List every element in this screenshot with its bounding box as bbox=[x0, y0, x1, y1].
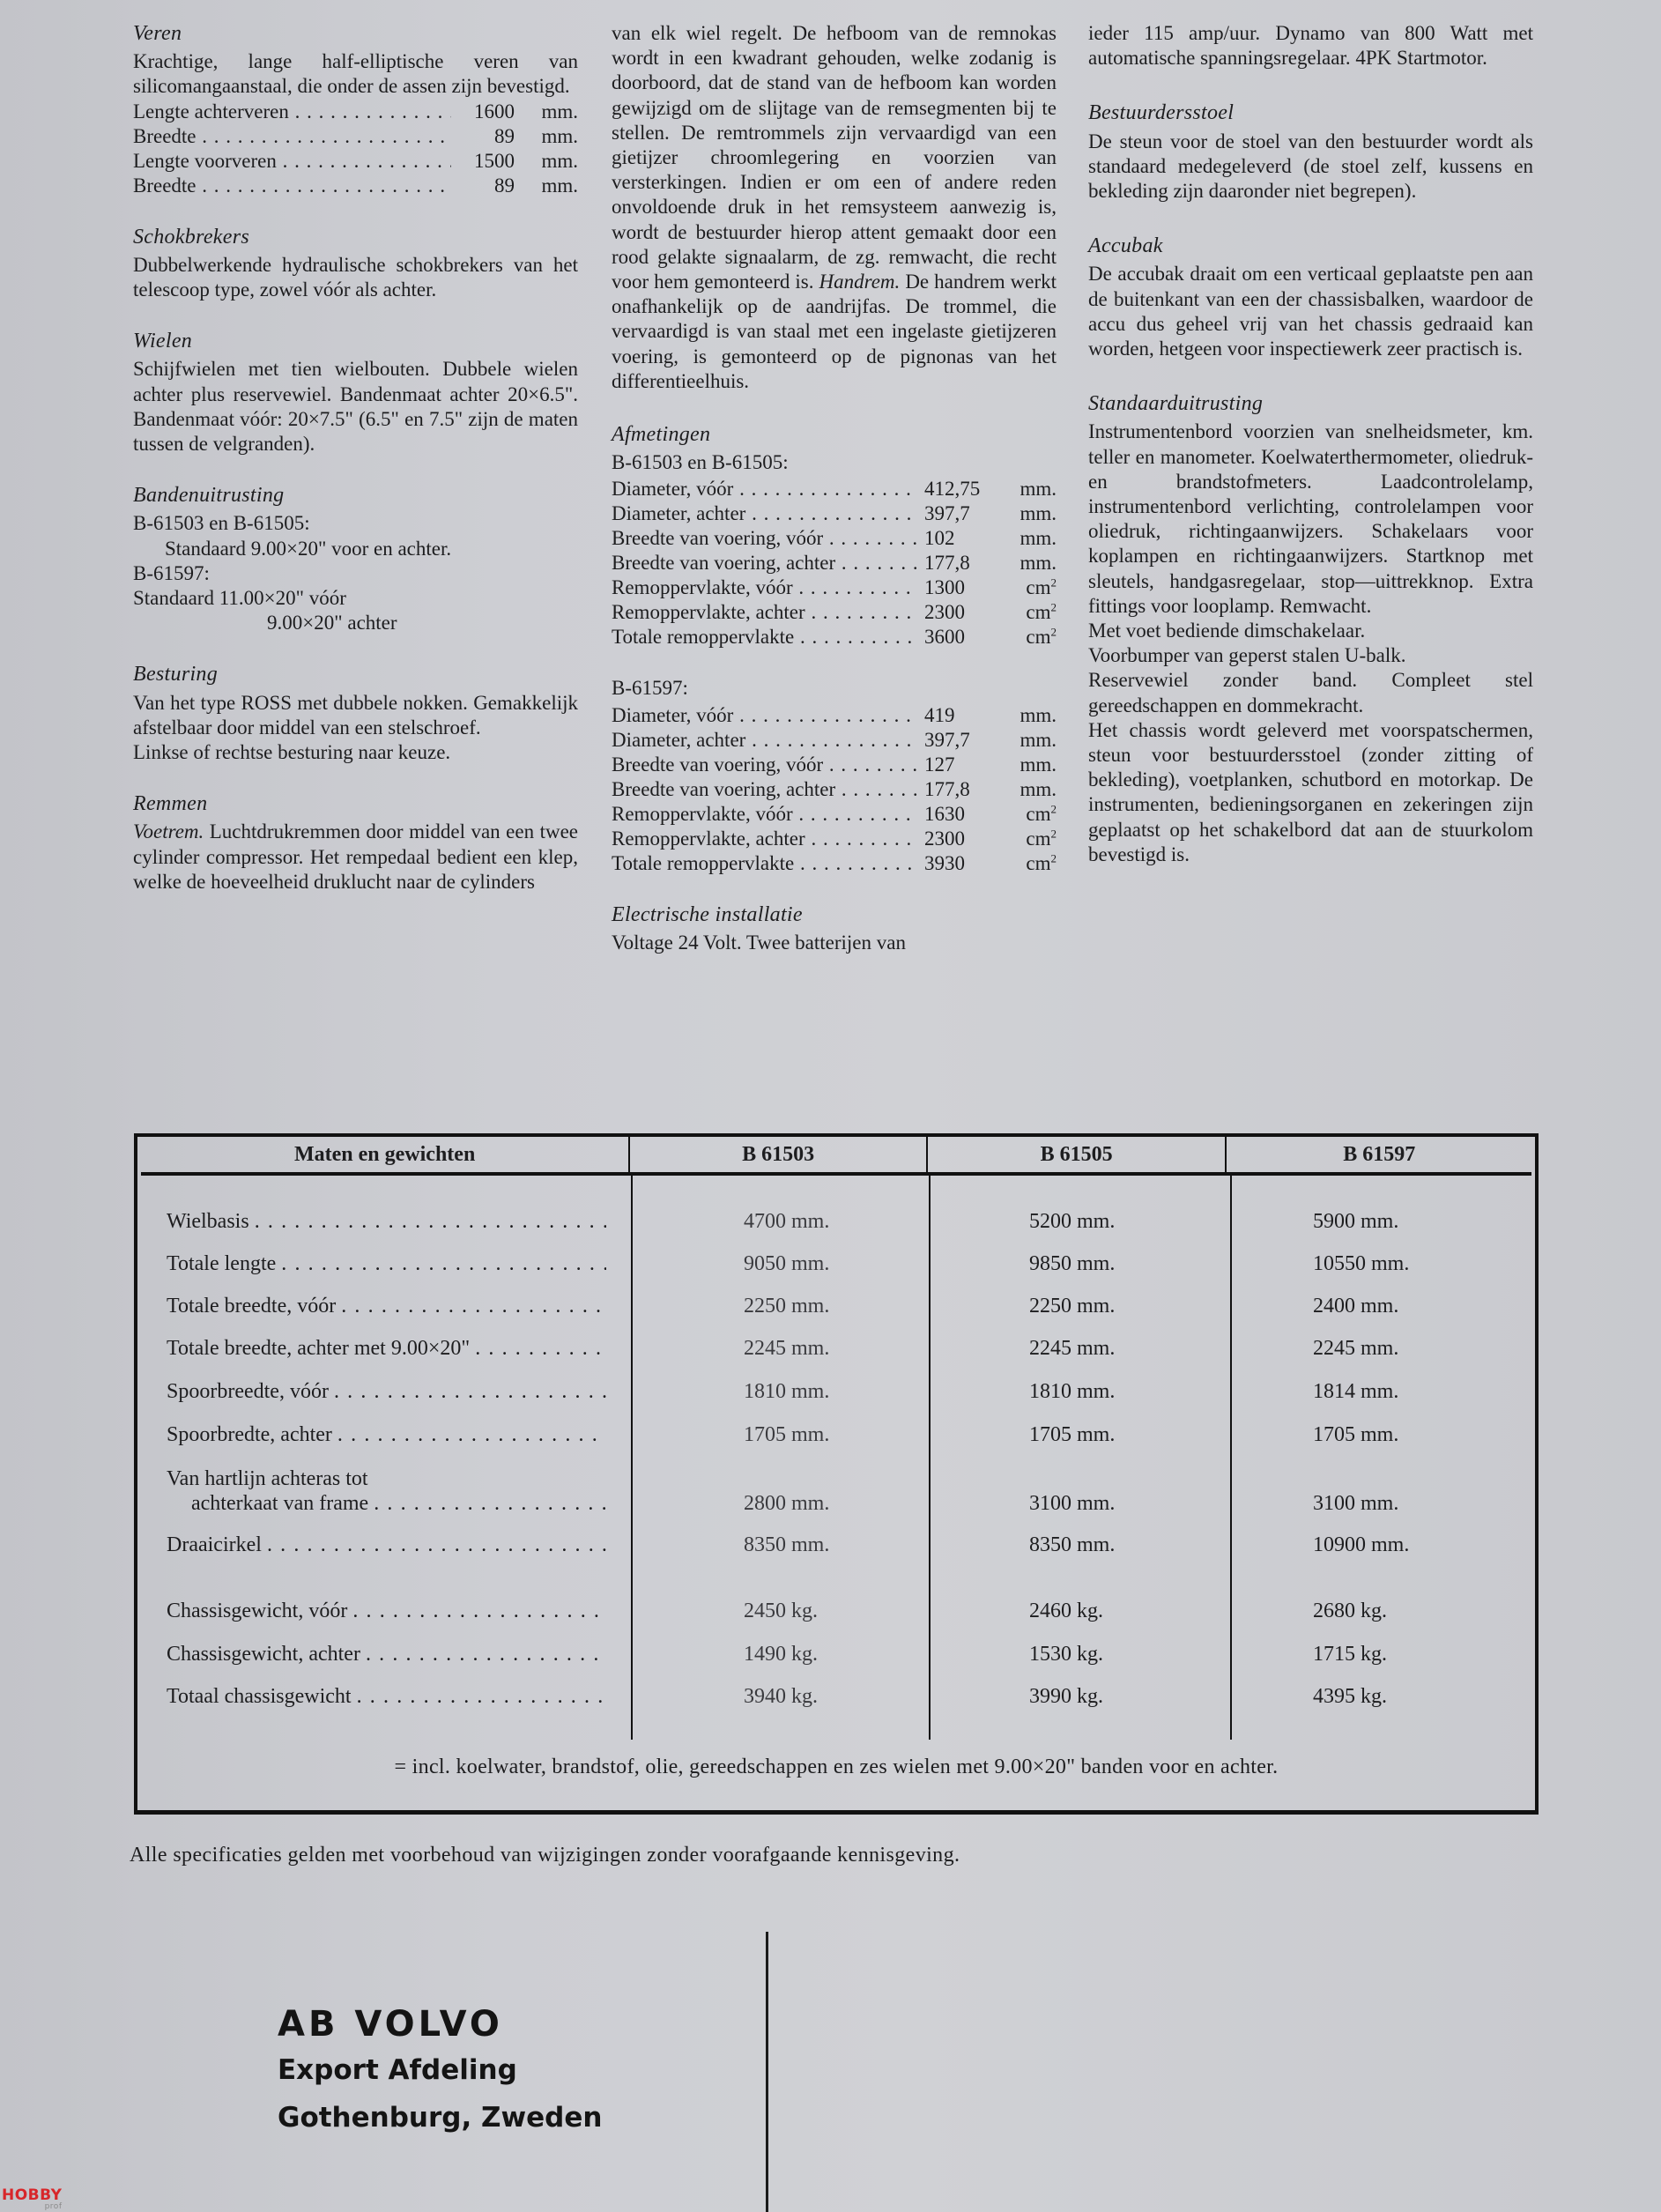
spec-row bbox=[612, 551, 1057, 575]
leader-dots bbox=[470, 1336, 606, 1361]
company-department: Export Afdeling bbox=[278, 2054, 517, 2086]
section-veren bbox=[133, 21, 578, 198]
company-block bbox=[278, 2002, 602, 2141]
section-standaarduitrusting bbox=[1088, 391, 1533, 867]
spec-unit bbox=[1005, 851, 1057, 876]
spec-unit bbox=[1005, 575, 1057, 600]
spec-label: Breedte . . . bbox=[133, 174, 451, 198]
leader-dots bbox=[347, 1599, 606, 1623]
spec-unit bbox=[1005, 827, 1057, 851]
section-bestuurdersstoel bbox=[1088, 100, 1533, 204]
spec-row bbox=[612, 728, 1057, 753]
spec-label: Remoppervlakte, achter . . . bbox=[612, 600, 917, 625]
spec-unit: mm. bbox=[1020, 753, 1057, 776]
cell-b61503: 2250 mm. bbox=[744, 1295, 830, 1318]
spec-unit: mm. bbox=[541, 174, 578, 197]
table-header-cell: Maten en gewichten bbox=[141, 1137, 630, 1172]
table-row bbox=[137, 1209, 1535, 1234]
row-label bbox=[137, 1642, 631, 1666]
cell-b61505: 2245 mm. bbox=[1029, 1337, 1116, 1360]
company-city: Gothenburg, Zweden bbox=[278, 2102, 603, 2134]
spec-value: 89 bbox=[494, 124, 515, 147]
section-electrische-installatie bbox=[612, 902, 1057, 955]
row-label-text: Van hartlijn achteras tot bbox=[167, 1467, 368, 1490]
cell-b61503: 1705 mm. bbox=[744, 1423, 830, 1446]
section-heading: Remmen bbox=[133, 792, 208, 816]
cell-b61597: 4395 kg. bbox=[1313, 1685, 1387, 1708]
table-header bbox=[141, 1137, 1531, 1176]
section-remmen-continued bbox=[612, 21, 1057, 394]
spec-unit bbox=[1005, 802, 1057, 827]
section-text: Schijfwielen met tien wielbouten. Dubbele wielen achter plus reservewiel. Bandenmaat achter 20×6.5". Bandenmaat vóór: 20×7.5" (6.5" en 7.5" zijn de maten tussen de velgranden). bbox=[133, 358, 578, 456]
cell-b61503: 9050 mm. bbox=[744, 1252, 830, 1275]
row-label-text: Totale breedte, vóór bbox=[167, 1295, 337, 1318]
spec-unit bbox=[1005, 625, 1057, 649]
voetrem-label: Voetrem. bbox=[133, 820, 204, 843]
section-heading: Wielen bbox=[133, 330, 193, 353]
row-label bbox=[137, 1379, 631, 1404]
cell-b61597: 1814 mm. bbox=[1313, 1380, 1399, 1403]
spec-label: Lengte voorveren . . . bbox=[133, 149, 451, 174]
section-text: Met voet bediende dimschakelaar. bbox=[1088, 620, 1366, 642]
leader-dots bbox=[276, 1251, 606, 1276]
superscript: 2 bbox=[1050, 802, 1057, 815]
section-text bbox=[133, 820, 578, 894]
model-line: B-61597: bbox=[133, 561, 210, 584]
spec-group-1 bbox=[612, 477, 1057, 649]
column-3 bbox=[1088, 21, 1533, 867]
superscript: 2 bbox=[1050, 625, 1057, 639]
section-besturing bbox=[133, 662, 578, 765]
section-text: Voorbumper van geperst stalen U-balk. bbox=[1088, 644, 1406, 667]
section-heading: Electrische installatie bbox=[612, 902, 803, 926]
cell-b61505: 1810 mm. bbox=[1029, 1380, 1116, 1403]
spec-row bbox=[612, 703, 1057, 728]
watermark-brand: HOBBY bbox=[2, 2186, 63, 2204]
cell-b61597: 10900 mm. bbox=[1313, 1533, 1410, 1556]
spec-row bbox=[612, 827, 1057, 851]
spec-row bbox=[612, 600, 1057, 625]
unit-text: cm bbox=[1026, 626, 1051, 649]
row-label-text: Spoorbreedte, vóór bbox=[167, 1380, 329, 1403]
section-text: Reservewiel zonder band. Compleet stel gereedschappen en dommekracht. bbox=[1088, 669, 1533, 716]
spec-value: 1600 bbox=[474, 100, 515, 122]
watermark-logo bbox=[2, 2187, 62, 2211]
spec-label: Breedte van voering, achter . . . bbox=[612, 777, 917, 802]
spec-value: 177,8 bbox=[924, 552, 970, 575]
section-accubak bbox=[1088, 234, 1533, 361]
row-label bbox=[137, 1599, 631, 1623]
section-heading: Afmetingen bbox=[612, 423, 711, 447]
spec-unit: mm. bbox=[1020, 502, 1057, 525]
cell-b61597: 1715 kg. bbox=[1313, 1643, 1387, 1666]
section-heading: Veren bbox=[133, 22, 182, 45]
cell-b61503: 1810 mm. bbox=[744, 1380, 830, 1403]
section-text: Het chassis wordt geleverd met voorspatschermen, steun voor bestuurdersstoel (zonder zitting of bekleding), voetplanken, schutbord en motorkap. De instrumenten, bedieningsorganen en zekeringen zijn geplaatst op het schakelbord dat aan de stuurkolom bevestigd is. bbox=[1088, 718, 1533, 865]
table-row bbox=[137, 1642, 1535, 1666]
column-1 bbox=[133, 21, 578, 894]
spec-row bbox=[612, 802, 1057, 827]
table-row bbox=[137, 1379, 1535, 1404]
row-label-text: Totale breedte, achter met 9.00×20" bbox=[167, 1337, 471, 1360]
superscript: 2 bbox=[1050, 600, 1057, 614]
spec-label: Diameter, achter . . . bbox=[612, 501, 917, 526]
section-heading: Besturing bbox=[133, 663, 219, 687]
cell-b61505: 5200 mm. bbox=[1029, 1210, 1116, 1233]
model-group-title: B-61503 en B-61505: bbox=[612, 451, 789, 474]
leader-dots bbox=[249, 1209, 606, 1234]
cell-b61597: 3100 mm. bbox=[1313, 1492, 1399, 1515]
spec-label: Diameter, vóór . . . bbox=[612, 477, 917, 501]
cell-b61503: 2450 kg. bbox=[744, 1600, 818, 1622]
spec-label: Breedte van voering, vóór . . . bbox=[612, 526, 917, 551]
row-label bbox=[137, 1209, 631, 1234]
spec-label: Totale remoppervlakte . . . bbox=[612, 625, 917, 649]
section-text: Dubbelwerkende hydraulische schokbrekers van het telescoop type, zowel vóór als achter. bbox=[133, 253, 578, 301]
spec-unit: mm. bbox=[1020, 478, 1057, 501]
cell-b61505: 2460 kg. bbox=[1029, 1600, 1103, 1622]
section-heading: Schokbrekers bbox=[133, 225, 249, 249]
table-row bbox=[137, 1533, 1535, 1557]
handrem-label: Handrem. bbox=[819, 271, 901, 293]
cell-b61505: 2250 mm. bbox=[1029, 1295, 1116, 1318]
section-text: ieder 115 amp/uur. Dynamo van 800 Watt met automatische spanningsregelaar. 4PK Startmotor. bbox=[1088, 22, 1533, 70]
spec-label: Diameter, achter . . . bbox=[612, 728, 917, 753]
table-header-cell: B 61597 bbox=[1343, 1143, 1416, 1166]
section-text: Voltage 24 Volt. Twee batterijen van bbox=[612, 931, 906, 954]
row-label bbox=[137, 1422, 631, 1447]
spec-unit: mm. bbox=[1020, 552, 1057, 575]
spec-value: 419 bbox=[924, 703, 955, 726]
table-header-cell: B 61505 bbox=[928, 1137, 1227, 1172]
spec-row bbox=[612, 851, 1057, 876]
spec-value: 1300 bbox=[924, 576, 965, 599]
tire-line: Standaard 9.00×20" voor en achter. bbox=[165, 537, 452, 560]
spec-value: 102 bbox=[924, 527, 955, 550]
superscript: 2 bbox=[1050, 827, 1057, 840]
spec-value: 412,75 bbox=[924, 478, 981, 501]
cell-b61505: 3990 kg. bbox=[1029, 1685, 1103, 1708]
row-label-text: Chassisgewicht, achter bbox=[167, 1643, 360, 1666]
row-label-text: Totaal chassisgewicht bbox=[167, 1685, 352, 1708]
spec-label: Diameter, vóór . . . bbox=[612, 703, 917, 728]
cell-b61503: 1490 kg. bbox=[744, 1643, 818, 1666]
section-heading: Bestuurdersstoel bbox=[1088, 101, 1235, 125]
cell-b61503: 2245 mm. bbox=[744, 1337, 830, 1360]
section-heading: Standaarduitrusting bbox=[1088, 392, 1264, 416]
section-text bbox=[612, 21, 1057, 394]
row-label bbox=[137, 1684, 631, 1709]
row-label bbox=[137, 1294, 631, 1318]
cell-b61503: 8350 mm. bbox=[744, 1533, 830, 1556]
row-label bbox=[137, 1533, 631, 1557]
spec-label: Remoppervlakte, vóór . . . bbox=[612, 575, 917, 600]
section-remmen bbox=[133, 791, 578, 894]
section-schokbrekers bbox=[133, 225, 578, 303]
spec-unit: mm. bbox=[541, 124, 578, 147]
table-row bbox=[137, 1599, 1535, 1623]
model-group-title: B-61597: bbox=[612, 677, 688, 700]
spec-row bbox=[133, 124, 578, 149]
cell-b61597: 1705 mm. bbox=[1313, 1423, 1399, 1446]
cell-b61597: 2245 mm. bbox=[1313, 1337, 1399, 1360]
leader-dots bbox=[329, 1379, 606, 1404]
handrem-text: De handrem werkt onafhankelijk op de aandrijfas. De trommel, die vervaardigd is van staal met een ingelaste gietijzeren voering, is gemonteerd op de pignonas van het differentieelhuis. bbox=[612, 271, 1057, 392]
cell-b61503: 3940 kg. bbox=[744, 1685, 818, 1708]
cell-b61505: 1705 mm. bbox=[1029, 1423, 1116, 1446]
disclaimer-text: Alle specificaties gelden met voorbehoud van wijzigingen zonder voorafgaande kennisgeving. bbox=[130, 1844, 960, 1867]
row-label-text: Totale lengte bbox=[167, 1252, 277, 1275]
table-footnote: = incl. koelwater, brandstof, olie, gereedschappen en zes wielen met 9.00×20" banden voor en achter. bbox=[394, 1755, 1279, 1778]
model-line: B-61503 en B-61505: bbox=[133, 512, 310, 535]
section-text: Instrumentenbord voorzien van snelheidsmeter, km. teller en manometer. Koelwaterthermometer, oliedruk- en brandstofmeters. Laadcontrolelamp, instrumentenbord verlichting, controlelampen voor oliedruk, richtingaanwijzers. Schakelaars voor koplampen en richtingaanwijzers. Startknop met sleutels, handgasregelaar, stop—uittrekknop. Extra fittings voor looplamp. Remwacht. bbox=[1088, 420, 1533, 617]
section-electrische-continued bbox=[1088, 21, 1533, 71]
leader-dots bbox=[262, 1533, 606, 1557]
superscript: 2 bbox=[1050, 575, 1057, 590]
leader-dots bbox=[360, 1642, 606, 1666]
spec-value: 89 bbox=[494, 174, 515, 197]
table-row bbox=[137, 1684, 1535, 1709]
unit-text: cm bbox=[1026, 827, 1051, 850]
section-wielen bbox=[133, 329, 578, 457]
company-name: AB VOLVO bbox=[278, 2004, 503, 2045]
unit-text: cm bbox=[1026, 576, 1051, 599]
spec-value: 1630 bbox=[924, 802, 965, 825]
spec-row bbox=[612, 526, 1057, 551]
spec-label: Breedte van voering, vóór . . . bbox=[612, 753, 917, 777]
spec-row bbox=[612, 501, 1057, 526]
vertical-divider bbox=[766, 1932, 768, 2212]
spec-value: 2300 bbox=[924, 601, 965, 624]
cell-b61505: 1530 kg. bbox=[1029, 1643, 1103, 1666]
table-row bbox=[137, 1336, 1535, 1361]
row-label-text: Chassisgewicht, vóór bbox=[167, 1600, 348, 1622]
spec-value: 397,7 bbox=[924, 502, 970, 525]
table-row bbox=[137, 1251, 1535, 1276]
spec-row bbox=[612, 753, 1057, 777]
spec-row bbox=[612, 575, 1057, 600]
section-afmetingen bbox=[612, 422, 1057, 876]
watermark-sub: prof bbox=[44, 2202, 63, 2211]
spec-group-2 bbox=[612, 703, 1057, 876]
spec-label: Lengte achterveren . . . bbox=[133, 100, 451, 124]
section-text: Van het type ROSS met dubbele nokken. Gemakkelijk afstelbaar door middel van een stelschroef. bbox=[133, 691, 578, 739]
section-text: De steun voor de stoel van den bestuurder wordt als standaard medegeleverd (de stoel zelf, kussens en bekleding zijn daaronder niet begrepen). bbox=[1088, 130, 1533, 203]
dimensions-weights-table bbox=[134, 1133, 1539, 1815]
row-label-text: Draaicirkel bbox=[167, 1533, 262, 1556]
spec-label: Totale remoppervlakte . . . bbox=[612, 851, 917, 876]
row-label bbox=[137, 1251, 631, 1276]
leader-dots bbox=[352, 1684, 606, 1709]
row-label-text: achterkaat van frame bbox=[191, 1492, 369, 1515]
spec-label: Remoppervlakte, achter . . . bbox=[612, 827, 917, 851]
spec-value: 397,7 bbox=[924, 728, 970, 751]
spec-row bbox=[612, 625, 1057, 649]
cell-b61597: 10550 mm. bbox=[1313, 1252, 1410, 1275]
section-heading: Accubak bbox=[1088, 234, 1163, 258]
spec-label: Breedte van voering, achter . . . bbox=[612, 551, 917, 575]
spec-value: 3930 bbox=[924, 851, 965, 874]
unit-text: cm bbox=[1026, 802, 1051, 825]
unit-text: cm bbox=[1026, 851, 1051, 874]
spec-unit: mm. bbox=[541, 149, 578, 172]
cell-b61505: 9850 mm. bbox=[1029, 1252, 1116, 1275]
spec-row bbox=[612, 477, 1057, 501]
spec-label: Breedte . . . bbox=[133, 124, 451, 149]
section-text: Krachtige, lange half-elliptische veren van silicomangaanstaal, die onder de assen zijn bevestigd. bbox=[133, 50, 578, 98]
section-text: De accubak draait om een verticaal geplaatste pen aan de buitenkant van een der chassisbalken, waardoor de accu dus geheel vrij van het chassis gedraaid kan worden, hetgeen voor inspectiewerk zeer practisch is. bbox=[1088, 263, 1533, 360]
cell-b61503: 2800 mm. bbox=[744, 1492, 830, 1515]
leader-dots bbox=[332, 1422, 606, 1447]
table-row bbox=[137, 1294, 1535, 1318]
cell-b61597: 5900 mm. bbox=[1313, 1210, 1399, 1233]
row-label-text: Spoorbredte, achter bbox=[167, 1423, 332, 1446]
spec-value: 3600 bbox=[924, 626, 965, 649]
row-label bbox=[137, 1466, 631, 1516]
spec-unit: mm. bbox=[1020, 703, 1057, 726]
cell-b61597: 2400 mm. bbox=[1313, 1295, 1399, 1318]
section-bandenuitrusting bbox=[133, 483, 578, 635]
spec-unit: mm. bbox=[1020, 777, 1057, 800]
spec-row bbox=[612, 777, 1057, 802]
tire-line: 9.00×20" achter bbox=[267, 612, 397, 635]
spec-unit bbox=[1005, 600, 1057, 625]
remmen-text: Luchtdrukremmen door middel van een twee cylinder compressor. Het rempedaal bedient een klep, welke de hoeveelheid druklucht naar de cylinders bbox=[133, 820, 578, 893]
cell-b61503: 4700 mm. bbox=[744, 1210, 830, 1233]
cell-b61597: 2680 kg. bbox=[1313, 1600, 1387, 1622]
superscript: 2 bbox=[1050, 851, 1057, 865]
table-row bbox=[137, 1466, 1535, 1516]
remmen-text: van elk wiel regelt. De hefboom van de remnokas wordt in een kwadrant gehouden, welke zodanig is doorboord, dat de stand van de hefboom kan worden gewijzigd om de slijtage van de remsegmenten bij te stellen. De remtrommels zijn vervaardigd van een gietijzer chroomlegering en voorzien van versterkingen. Indien er om een of andere reden onvoldoende druk in het remsysteem aanwezig is, wordt de bestuurder hierop attent gemaakt door een rood gelakte signaalarm, de zg. remwacht, die recht voor hem gemonteerd is. bbox=[612, 22, 1057, 293]
cell-b61505: 8350 mm. bbox=[1029, 1533, 1116, 1556]
spec-value: 177,8 bbox=[924, 777, 970, 800]
spec-label: Remoppervlakte, vóór . . . bbox=[612, 802, 917, 827]
tire-line: Standaard 11.00×20" vóór bbox=[133, 587, 346, 610]
spec-unit: mm. bbox=[541, 100, 578, 122]
spec-value: 2300 bbox=[924, 827, 965, 850]
section-heading: Bandenuitrusting bbox=[133, 484, 285, 508]
cell-b61505: 3100 mm. bbox=[1029, 1492, 1116, 1515]
spec-unit: mm. bbox=[1020, 527, 1057, 550]
spec-unit: mm. bbox=[1020, 728, 1057, 751]
spec-value: 1500 bbox=[474, 149, 515, 172]
row-label-text: Wielbasis bbox=[167, 1210, 249, 1233]
spec-row bbox=[133, 149, 578, 174]
spec-row bbox=[133, 174, 578, 198]
spec-row bbox=[133, 100, 578, 124]
row-label bbox=[137, 1336, 631, 1361]
table-row bbox=[137, 1422, 1535, 1447]
spec-value: 127 bbox=[924, 753, 955, 776]
section-text: Linkse of rechtse besturing naar keuze. bbox=[133, 741, 451, 764]
leader-dots bbox=[368, 1491, 606, 1516]
unit-text: cm bbox=[1026, 601, 1051, 624]
table-header-cell: B 61503 bbox=[630, 1137, 928, 1172]
column-2 bbox=[612, 21, 1057, 955]
leader-dots bbox=[336, 1294, 606, 1318]
